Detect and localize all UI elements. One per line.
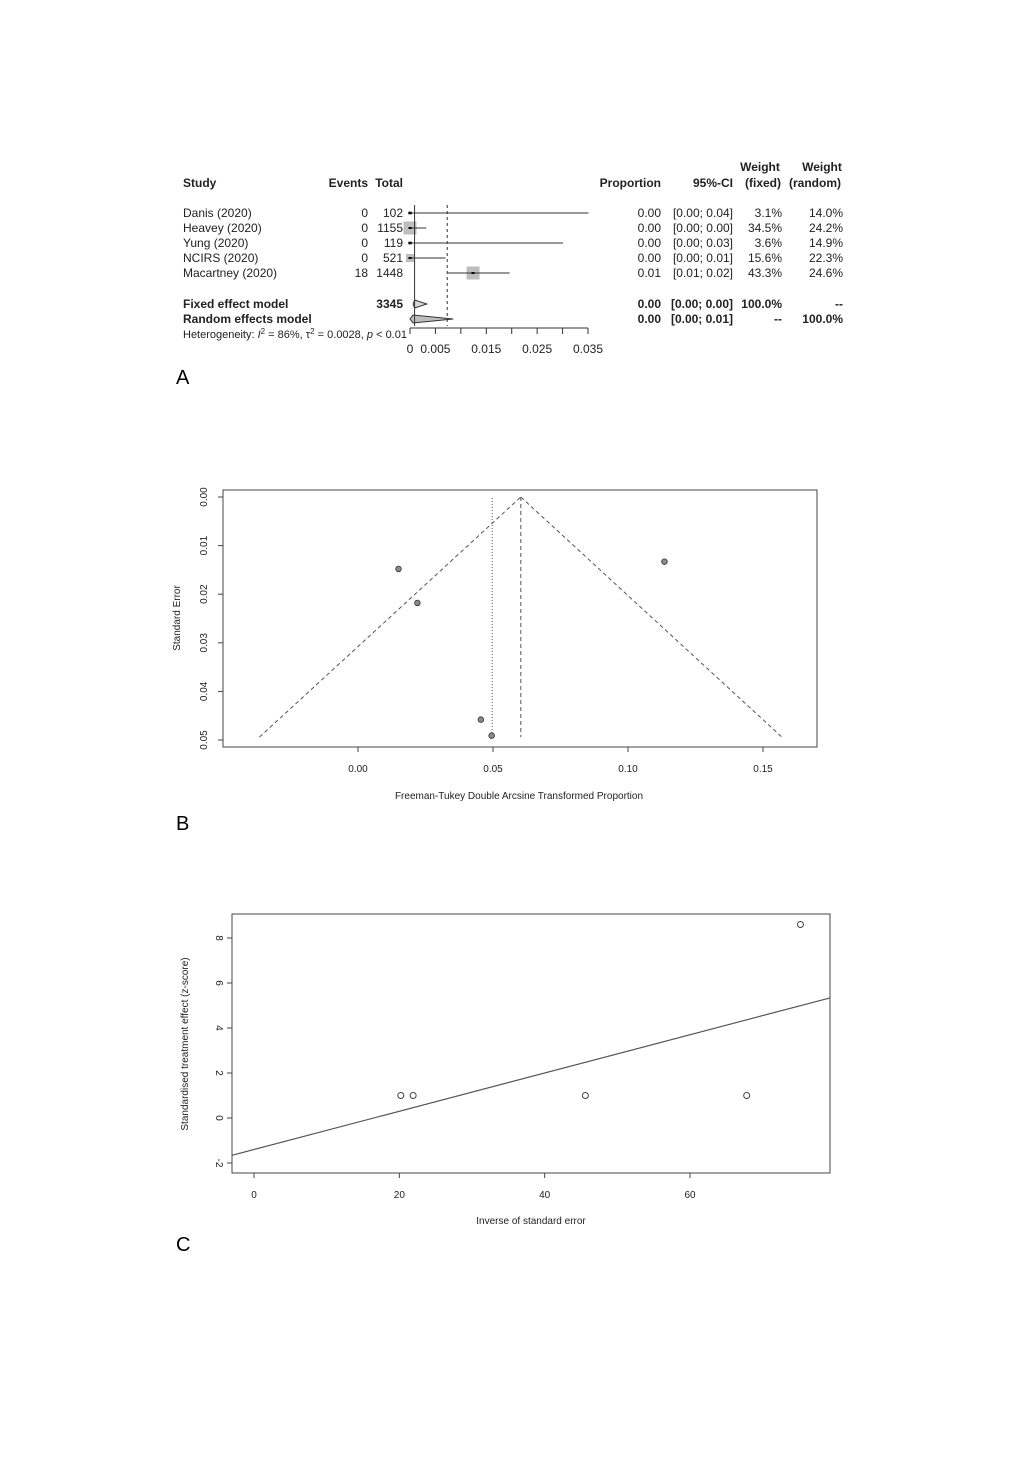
study-total: 1155: [377, 221, 403, 235]
panel-label-b: B: [176, 813, 190, 835]
random-model-label: Random effects model: [183, 312, 312, 326]
study-events: 0: [361, 206, 368, 220]
study-total: 119: [383, 236, 403, 250]
header-fixed: (fixed): [745, 176, 781, 190]
radial-x-axis-label: Inverse of standard error: [476, 1216, 586, 1227]
study-weight-random: 24.6%: [808, 266, 843, 280]
study-events: 0: [361, 251, 368, 265]
study-name: Heavey (2020): [183, 221, 262, 235]
header-proportion: Proportion: [599, 176, 661, 190]
radial-x-tick-label: 0: [251, 1190, 257, 1201]
header-weight-fixed: Weight: [740, 160, 780, 174]
funnel-y-tick-label: 0.05: [199, 730, 210, 750]
radial-study-point: [410, 1093, 416, 1099]
model-ci: [0.00; 0.01]: [670, 312, 733, 326]
radial-study-point: [398, 1093, 404, 1099]
heterogeneity-text: Heterogeneity: $I^2 = 86\%$, $\tau^2 = 0.0028$, p < 0.01: [183, 326, 407, 341]
model-proportion: 0.00: [637, 297, 661, 311]
forest-x-tick-label: 0.005: [420, 342, 451, 356]
funnel-study-point: [415, 600, 421, 606]
study-total: 102: [382, 206, 403, 220]
study-ci: [0.00; 0.00]: [672, 221, 733, 235]
funnel-x-tick-label: 0.15: [753, 764, 773, 775]
fixed-model-label: Fixed effect model: [183, 297, 289, 311]
regression-line: [232, 998, 830, 1155]
study-weight-fixed: 3.6%: [754, 236, 782, 250]
model-proportion: 0.00: [637, 312, 661, 326]
funnel-x-tick-label: 0.05: [483, 764, 503, 775]
header-random: (random): [789, 176, 841, 190]
radial-study-point: [797, 922, 803, 928]
radial-y-tick-label: 6: [213, 980, 224, 986]
study-ci: [0.00; 0.03]: [672, 236, 733, 250]
funnel-y-tick-label: 0.00: [199, 487, 210, 507]
study-weight-random: 14.9%: [808, 236, 843, 250]
model-weight-fixed: --: [774, 312, 782, 326]
radial-y-tick-label: 4: [213, 1025, 224, 1031]
model-weight-fixed: 100.0%: [741, 297, 782, 311]
study-weight-fixed: 3.1%: [754, 206, 782, 220]
radial-plot: [176, 914, 830, 1256]
radial-plot-frame: [232, 914, 830, 1173]
study-proportion: 0.00: [637, 206, 661, 220]
radial-y-tick-label: 8: [213, 935, 224, 941]
funnel-x-tick-label: 0.00: [348, 764, 368, 775]
study-ci: [0.01; 0.02]: [672, 266, 733, 280]
radial-study-point: [582, 1093, 588, 1099]
funnel-study-point: [478, 717, 484, 723]
funnel-y-axis-label: Standard Error: [172, 585, 183, 651]
panel-label-c: C: [176, 1234, 191, 1256]
funnel-right-boundary: [521, 497, 782, 737]
funnel-y-tick-label: 0.01: [199, 535, 210, 556]
model-ci: [0.00; 0.00]: [670, 297, 733, 311]
study-ci: [0.00; 0.01]: [672, 251, 733, 265]
study-weight-random: 24.2%: [808, 221, 843, 235]
study-events: 18: [354, 266, 368, 280]
radial-x-tick-label: 40: [539, 1190, 551, 1201]
header-ci: 95%-CI: [692, 176, 733, 190]
study-weight-fixed: 34.5%: [747, 221, 782, 235]
study-proportion: 0.00: [637, 221, 661, 235]
study-weight-random: 14.0%: [808, 206, 843, 220]
model-weight-random: --: [835, 297, 843, 311]
funnel-study-point: [662, 559, 668, 565]
model-weight-random: 100.0%: [802, 312, 843, 326]
study-name: NCIRS (2020): [183, 251, 259, 265]
funnel-study-point: [489, 733, 495, 739]
forest-plot: [176, 160, 843, 389]
funnel-study-point: [396, 566, 402, 572]
study-weight-random: 22.3%: [808, 251, 843, 265]
header-study: Study: [183, 176, 217, 190]
study-proportion: 0.00: [637, 236, 661, 250]
forest-x-tick-label: 0.015: [471, 342, 502, 356]
header-weight-random: Weight: [802, 160, 842, 174]
forest-x-tick-label: 0.025: [522, 342, 553, 356]
funnel-x-tick-label: 0.10: [618, 764, 638, 775]
header-total: Total: [375, 176, 403, 190]
fixed-model-total: 3345: [376, 297, 403, 311]
study-weight-fixed: 15.6%: [747, 251, 782, 265]
funnel-plot-frame: [223, 490, 817, 747]
funnel-y-tick-label: 0.02: [199, 584, 210, 604]
forest-x-tick-label: 0.035: [572, 342, 604, 356]
study-proportion: 0.00: [637, 251, 661, 265]
fixed-model-diamond: [413, 300, 427, 308]
radial-y-tick-label: 0: [213, 1115, 224, 1121]
study-weight-fixed: 43.3%: [747, 266, 782, 280]
funnel-y-tick-label: 0.04: [199, 681, 210, 702]
study-name: Yung (2020): [183, 236, 249, 250]
funnel-y-tick-label: 0.03: [199, 633, 210, 653]
radial-x-tick-label: 20: [393, 1190, 405, 1201]
study-total: 1448: [376, 266, 403, 280]
funnel-x-axis-label: Freeman-Tukey Double Arcsine Transformed Proportion: [394, 791, 644, 802]
radial-y-tick-label: 2: [213, 1070, 224, 1076]
radial-study-point: [744, 1093, 750, 1099]
radial-y-axis-label: Standardised treatment effect (z-score): [180, 957, 191, 1131]
study-ci: [0.00; 0.04]: [672, 206, 733, 220]
study-proportion: 0.01: [637, 266, 661, 280]
study-total: 521: [382, 251, 403, 265]
funnel-left-boundary: [259, 497, 520, 737]
radial-x-tick-label: 60: [684, 1190, 696, 1201]
panel-label-a: A: [176, 367, 190, 389]
header-events: Events: [328, 176, 368, 190]
forest-x-tick-label: 0: [406, 342, 414, 356]
study-name: Danis (2020): [183, 206, 252, 220]
funnel-plot: [172, 487, 817, 835]
radial-y-tick-label: -2: [213, 1158, 224, 1168]
study-events: 0: [361, 221, 368, 235]
study-events: 0: [361, 236, 368, 250]
study-name: Macartney (2020): [183, 266, 278, 280]
